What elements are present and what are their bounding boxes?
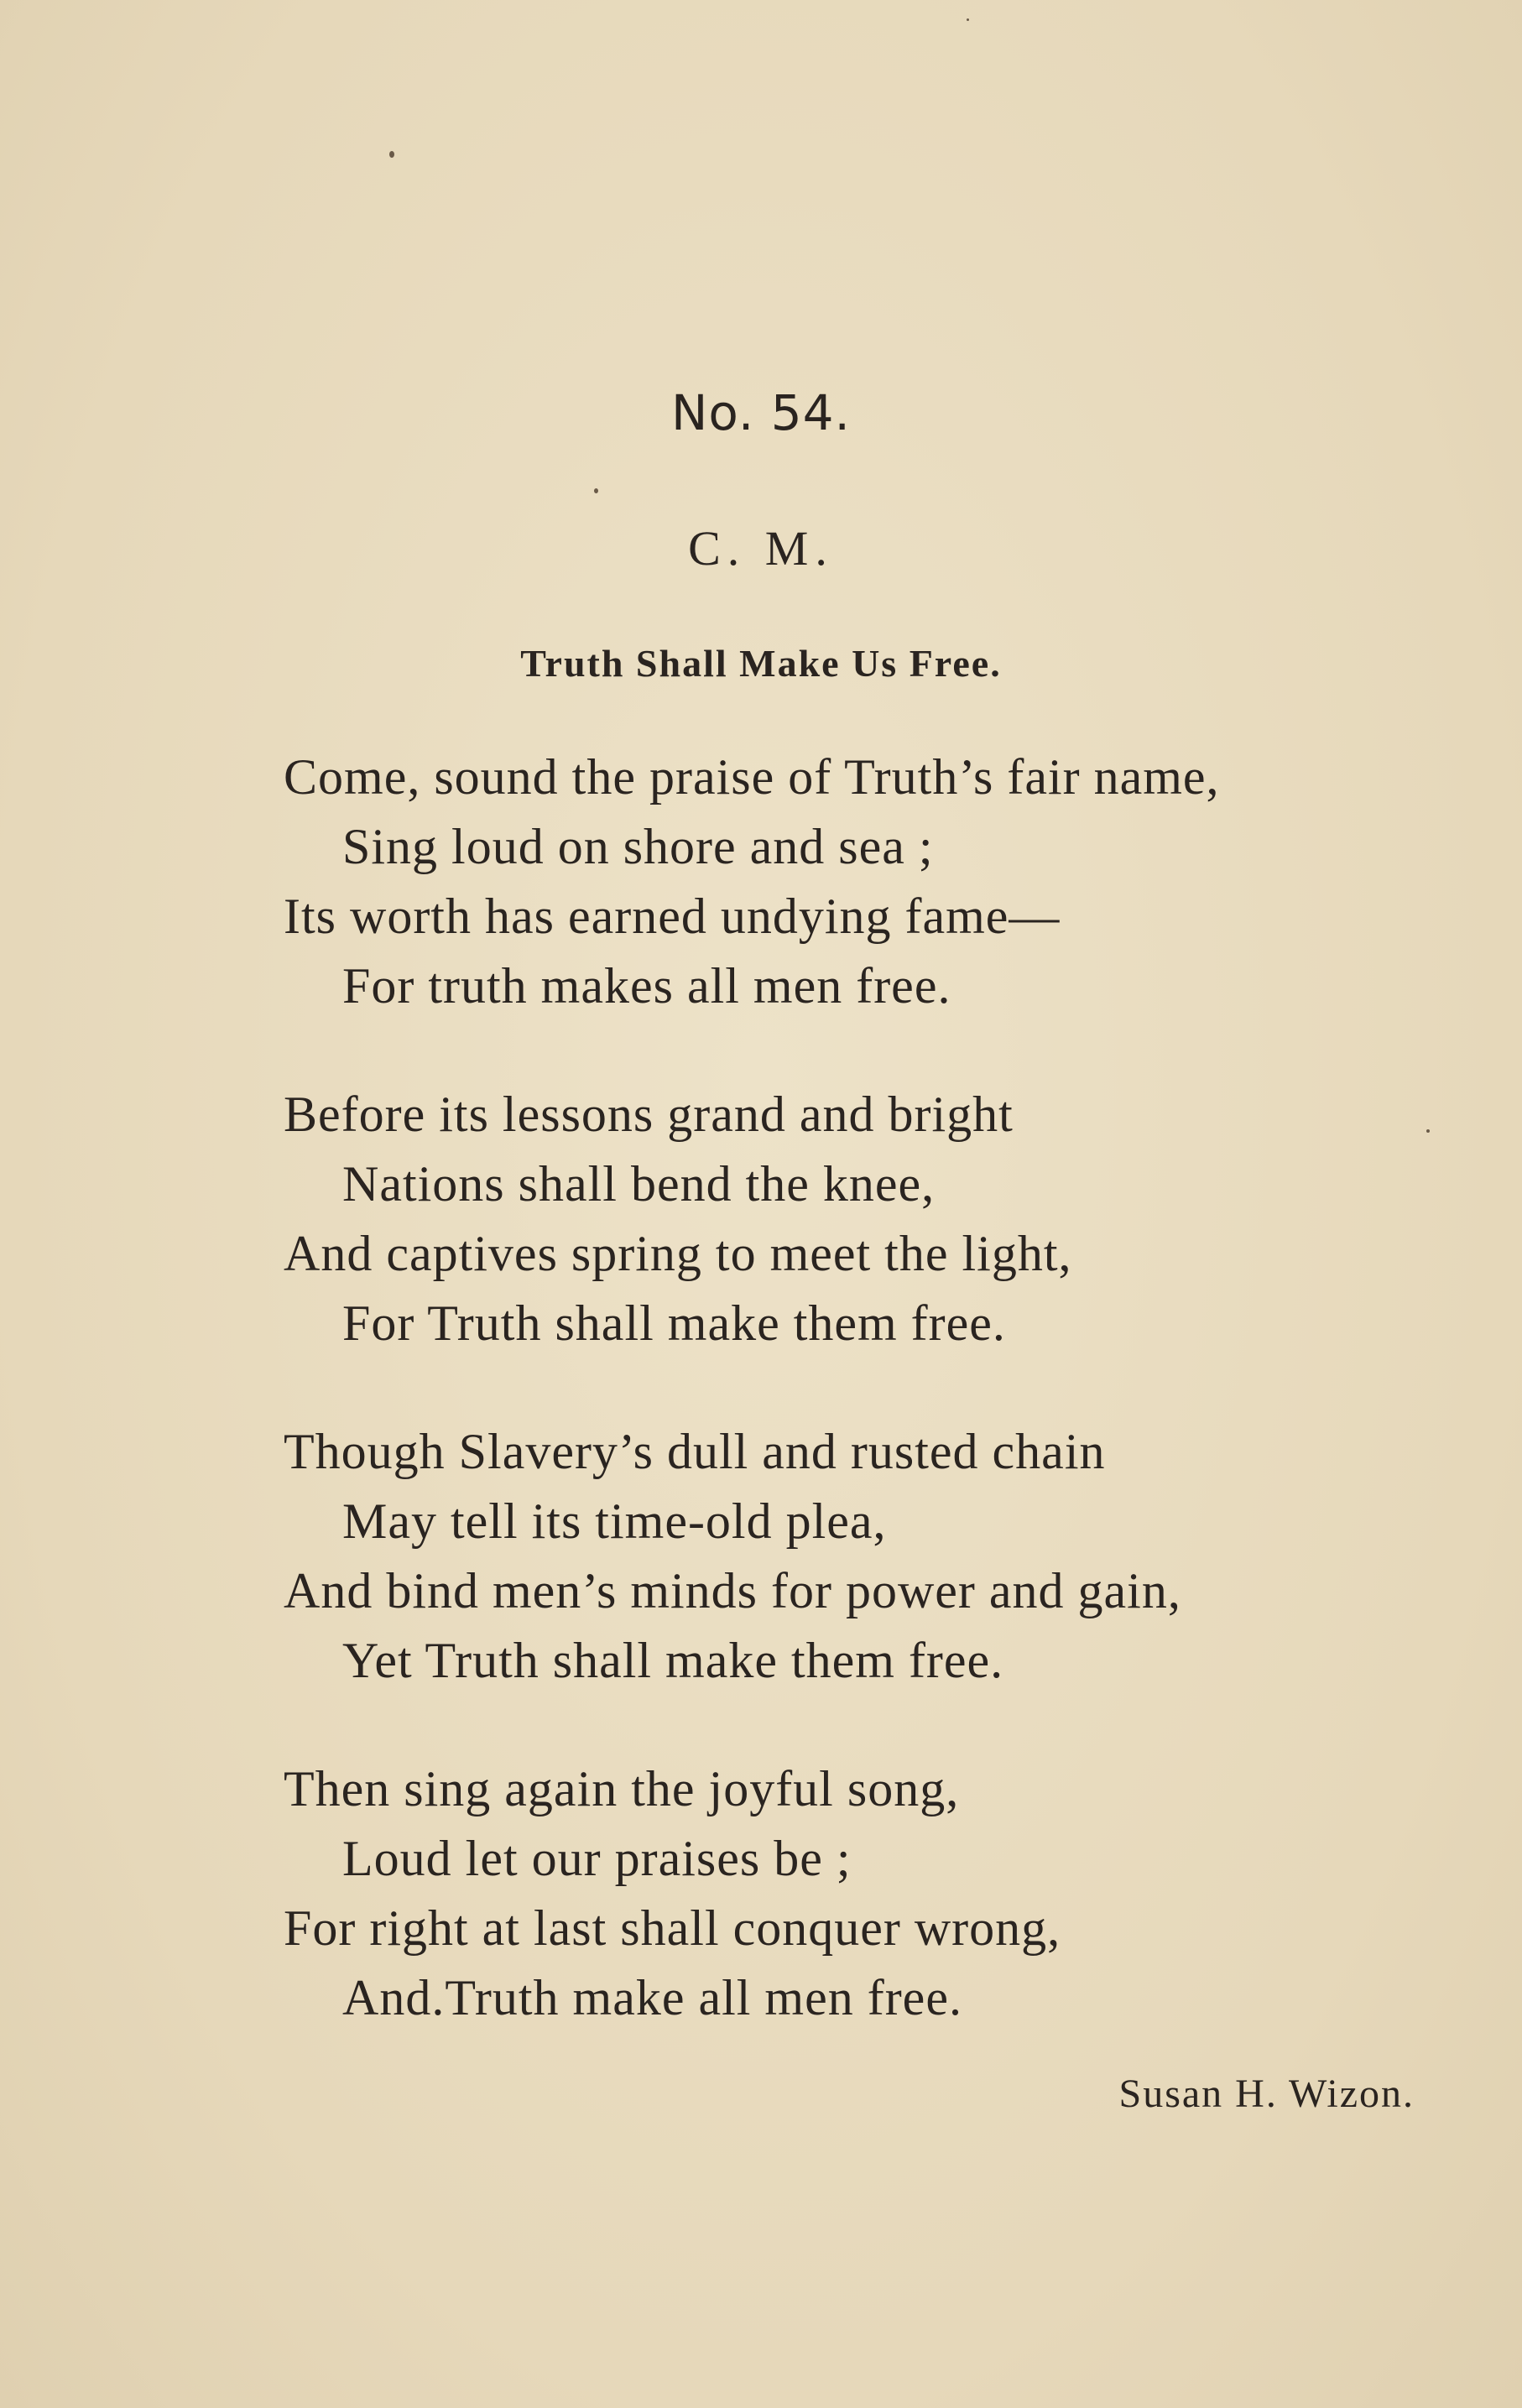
paper-speck [1426,1129,1430,1133]
verse-line: For truth makes all men free. [342,958,951,1014]
paper-speck [594,488,598,493]
verse-line: Yet Truth shall make them free. [342,1633,1004,1688]
stanza-2 [284,1080,1475,1358]
verse-line: And bind men’s minds for power and gain, [284,1563,1181,1618]
verse-line: Though Slavery’s dull and rusted chain [284,1424,1106,1479]
paper-speck [967,18,969,21]
hymn-meter: C. M. [688,521,834,576]
paper-speck [389,151,394,158]
verse-line: And.Truth make all men free. [342,1970,962,2025]
verse-line: May tell its time-old plea, [342,1493,887,1549]
stanza-1 [284,743,1475,1021]
verse-line: Loud let our praises be ; [342,1831,852,1886]
verse-line: For Truth shall make them free. [342,1295,1006,1351]
verse-line: Its worth has earned undying fame— [284,889,1061,944]
verse-line: Nations shall bend the knee, [342,1156,936,1212]
stanza-4 [284,1754,1475,2033]
verse-line: For right at last shall conquer wrong, [284,1900,1061,1956]
verse-line: Come, sound the praise of Truth’s fair name, [284,749,1220,805]
verse-line: Before its lessons grand and bright [284,1087,1014,1142]
verse-line: And captives spring to meet the light, [284,1226,1072,1281]
hymn-verses [284,743,1475,2092]
hymn-number: No. 54. [671,384,851,441]
verse-line: Then sing again the joyful song, [284,1761,960,1816]
hymn-title: Truth Shall Make Us Free. [520,642,1002,685]
verse-line: Sing loud on shore and sea ; [342,819,934,874]
hymn-author: Susan H. Wizon. [1118,2072,1415,2116]
stanza-3 [284,1417,1475,1696]
